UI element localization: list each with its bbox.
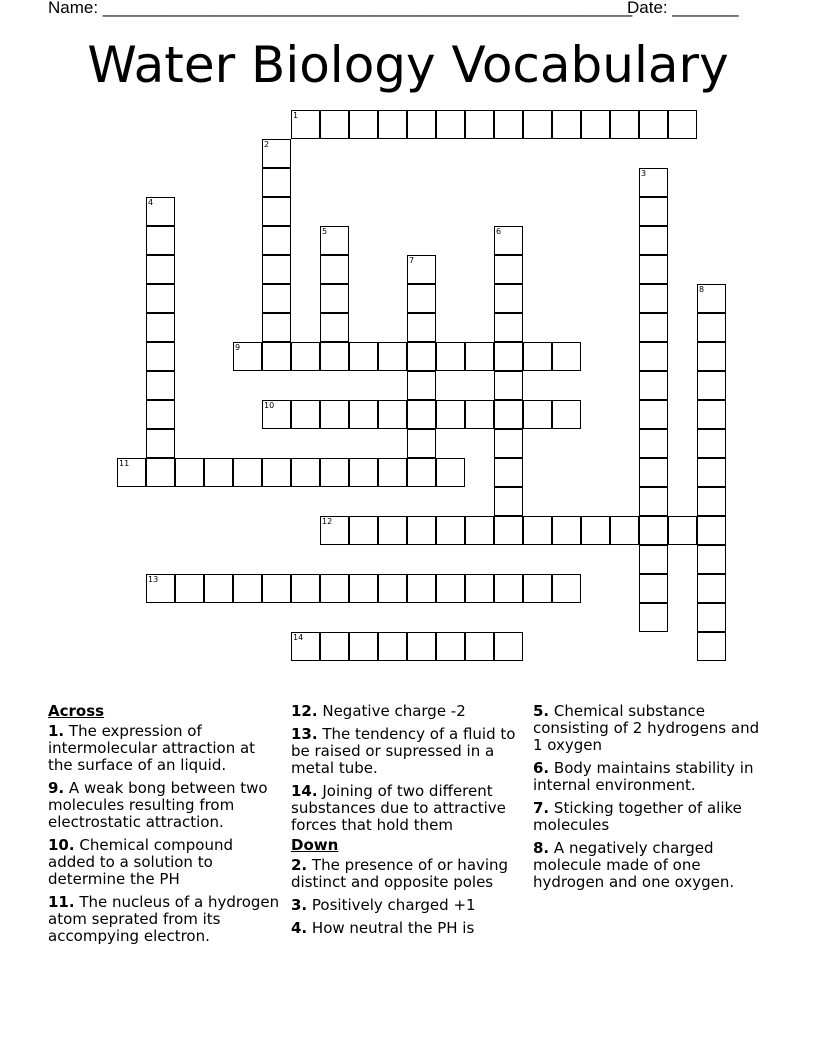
grid-cell[interactable] [407, 255, 436, 284]
grid-cell[interactable] [465, 574, 494, 603]
grid-cell[interactable] [320, 516, 349, 545]
grid-cell[interactable] [320, 226, 349, 255]
clue-number: 1. [48, 722, 65, 740]
grid-cell[interactable] [697, 429, 726, 458]
grid-cell[interactable] [407, 313, 436, 342]
clue-across-9 [48, 780, 284, 831]
grid-cell[interactable] [349, 458, 378, 487]
grid-cell[interactable] [494, 110, 523, 139]
grid-cell[interactable] [581, 516, 610, 545]
grid-cell[interactable] [465, 516, 494, 545]
cell-number: 1 [293, 111, 299, 120]
grid-cell[interactable] [291, 458, 320, 487]
clue-text: Positively charged +1 [311, 896, 476, 914]
grid-cell[interactable] [175, 574, 204, 603]
grid-cell[interactable] [204, 574, 233, 603]
grid-cell[interactable] [697, 458, 726, 487]
grid-cell[interactable] [175, 458, 204, 487]
grid-cell[interactable] [146, 197, 175, 226]
cell-number: 13 [148, 575, 159, 584]
clue-down-6 [533, 760, 769, 794]
clue-number: 9. [48, 779, 65, 797]
grid-cell[interactable] [436, 632, 465, 661]
clue-number: 5. [533, 702, 550, 720]
clue-number: 14. [291, 782, 318, 800]
grid-cell[interactable] [407, 574, 436, 603]
grid-cell[interactable] [610, 516, 639, 545]
grid-cell[interactable] [291, 574, 320, 603]
clues-column-3 [533, 701, 769, 897]
grid-cell[interactable] [552, 110, 581, 139]
grid-cell[interactable] [320, 342, 349, 371]
grid-cell[interactable] [349, 110, 378, 139]
grid-cell[interactable] [494, 400, 523, 429]
clue-text: Sticking together of alike molecules [533, 799, 742, 834]
grid-cell[interactable] [146, 255, 175, 284]
grid-cell[interactable] [639, 487, 668, 516]
grid-cell[interactable] [523, 342, 552, 371]
grid-cell[interactable] [349, 342, 378, 371]
grid-cell[interactable] [233, 458, 262, 487]
grid-cell[interactable] [262, 168, 291, 197]
grid-cell[interactable] [378, 342, 407, 371]
grid-cell[interactable] [320, 313, 349, 342]
grid-cell[interactable] [465, 632, 494, 661]
grid-cell[interactable] [697, 313, 726, 342]
grid-cell[interactable] [523, 574, 552, 603]
grid-cell[interactable] [697, 632, 726, 661]
grid-cell[interactable] [320, 110, 349, 139]
grid-cell[interactable] [639, 400, 668, 429]
cell-number: 11 [119, 459, 130, 468]
grid-cell[interactable] [291, 110, 320, 139]
clue-text: The tendency of a fluid to be raised or supressed in a metal tube. [291, 725, 516, 777]
cell-number: 12 [322, 517, 333, 526]
grid-cell[interactable] [436, 110, 465, 139]
clue-down-7 [533, 800, 769, 834]
grid-cell[interactable] [436, 574, 465, 603]
grid-cell[interactable] [320, 255, 349, 284]
clue-text: The presence of or having distinct and opposite poles [291, 856, 509, 891]
clue-across-11 [48, 894, 284, 945]
clue-text: Body maintains stability in internal environment. [533, 759, 754, 794]
grid-cell[interactable] [146, 284, 175, 313]
grid-cell[interactable] [639, 371, 668, 400]
grid-cell[interactable] [320, 284, 349, 313]
grid-cell[interactable] [262, 284, 291, 313]
grid-cell[interactable] [552, 342, 581, 371]
grid-cell[interactable] [639, 110, 668, 139]
clue-number: 2. [291, 856, 308, 874]
grid-cell[interactable] [639, 255, 668, 284]
clue-number: 11. [48, 893, 75, 911]
grid-cell[interactable] [349, 632, 378, 661]
name-field-label: Name: ________________________________________________________ [48, 0, 633, 17]
grid-cell[interactable] [697, 603, 726, 632]
clue-number: 6. [533, 759, 550, 777]
grid-cell[interactable] [494, 284, 523, 313]
clue-number: 8. [533, 839, 550, 857]
grid-cell[interactable] [639, 429, 668, 458]
grid-cell[interactable] [291, 400, 320, 429]
grid-cell[interactable] [436, 516, 465, 545]
cell-number: 5 [322, 227, 328, 236]
grid-cell[interactable] [436, 400, 465, 429]
clue-text: Chemical compound added to a solution to determine the PH [48, 836, 233, 888]
grid-cell[interactable] [523, 110, 552, 139]
grid-cell[interactable] [465, 400, 494, 429]
grid-cell[interactable] [639, 284, 668, 313]
clues-column-1 [48, 701, 284, 951]
grid-cell[interactable] [146, 226, 175, 255]
grid-cell[interactable] [320, 400, 349, 429]
clue-text: The nucleus of a hydrogen atom seprated from its accompying electron. [48, 893, 280, 945]
grid-cell[interactable] [639, 574, 668, 603]
grid-cell[interactable] [378, 110, 407, 139]
grid-cell[interactable] [291, 342, 320, 371]
grid-cell[interactable] [349, 516, 378, 545]
clue-text: The expression of intermolecular attraction at the surface of an liquid. [48, 722, 256, 774]
grid-cell[interactable] [349, 574, 378, 603]
grid-cell[interactable] [262, 458, 291, 487]
grid-cell[interactable] [552, 516, 581, 545]
grid-cell[interactable] [697, 284, 726, 313]
clues-column-2 [291, 701, 527, 943]
grid-cell[interactable] [494, 429, 523, 458]
date-field-label: Date: _______ [627, 0, 739, 17]
grid-cell[interactable] [639, 226, 668, 255]
grid-cell[interactable] [668, 516, 697, 545]
cell-number: 3 [641, 169, 647, 178]
grid-cell[interactable] [320, 574, 349, 603]
grid-cell[interactable] [697, 371, 726, 400]
clue-text: Negative charge -2 [322, 702, 466, 720]
grid-cell[interactable] [378, 574, 407, 603]
grid-cell[interactable] [407, 284, 436, 313]
clue-text: A weak bong between two molecules resulting from electrostatic attraction. [48, 779, 268, 831]
grid-cell[interactable] [204, 458, 233, 487]
grid-cell[interactable] [378, 458, 407, 487]
grid-cell[interactable] [262, 139, 291, 168]
grid-cell[interactable] [407, 342, 436, 371]
grid-cell[interactable] [610, 110, 639, 139]
grid-cell[interactable] [146, 429, 175, 458]
grid-cell[interactable] [262, 342, 291, 371]
grid-cell[interactable] [581, 110, 610, 139]
grid-cell[interactable] [146, 313, 175, 342]
grid-cell[interactable] [320, 458, 349, 487]
grid-cell[interactable] [378, 400, 407, 429]
grid-cell[interactable] [639, 603, 668, 632]
grid-cell[interactable] [320, 632, 349, 661]
grid-cell[interactable] [146, 458, 175, 487]
grid-cell[interactable] [262, 197, 291, 226]
grid-cell[interactable] [639, 458, 668, 487]
grid-cell[interactable] [639, 545, 668, 574]
grid-cell[interactable] [494, 516, 523, 545]
grid-cell[interactable] [494, 574, 523, 603]
grid-cell[interactable] [378, 632, 407, 661]
grid-cell[interactable] [378, 516, 407, 545]
grid-cell[interactable] [146, 400, 175, 429]
page-title: Water Biology Vocabulary [87, 36, 729, 94]
grid-cell[interactable] [262, 226, 291, 255]
grid-cell[interactable] [494, 371, 523, 400]
clue-number: 10. [48, 836, 75, 854]
grid-cell[interactable] [465, 110, 494, 139]
clue-number: 4. [291, 919, 308, 937]
cell-number: 9 [235, 343, 241, 352]
grid-cell[interactable] [465, 342, 494, 371]
down-heading: Down [291, 836, 339, 854]
clue-down-8 [533, 840, 769, 891]
grid-cell[interactable] [291, 632, 320, 661]
grid-cell[interactable] [233, 342, 262, 371]
grid-cell[interactable] [668, 110, 697, 139]
clue-across-13 [291, 726, 527, 777]
grid-cell[interactable] [639, 342, 668, 371]
grid-cell[interactable] [697, 400, 726, 429]
clue-text: Joining of two different substances due to attractive forces that hold them [291, 782, 506, 834]
clue-across-12 [291, 703, 527, 720]
clue-text: A negatively charged molecule made of one hydrogen and one oxygen. [533, 839, 735, 891]
grid-cell[interactable] [639, 516, 668, 545]
clue-text: How neutral the PH is [311, 919, 475, 937]
clue-across-14 [291, 783, 527, 834]
grid-cell[interactable] [639, 313, 668, 342]
grid-cell[interactable] [697, 487, 726, 516]
cell-number: 8 [699, 285, 705, 294]
clue-down-2 [291, 857, 527, 891]
cell-number: 6 [496, 227, 502, 236]
grid-cell[interactable] [494, 226, 523, 255]
grid-cell[interactable] [523, 400, 552, 429]
grid-cell[interactable] [407, 516, 436, 545]
clue-across-10 [48, 837, 284, 888]
cell-number: 7 [409, 256, 415, 265]
grid-cell[interactable] [233, 574, 262, 603]
grid-cell[interactable] [117, 458, 146, 487]
clue-down-3 [291, 897, 527, 914]
clue-down-4 [291, 920, 527, 937]
grid-cell[interactable] [494, 632, 523, 661]
grid-cell[interactable] [494, 458, 523, 487]
grid-cell[interactable] [494, 487, 523, 516]
grid-cell[interactable] [146, 371, 175, 400]
grid-cell[interactable] [639, 168, 668, 197]
grid-cell[interactable] [697, 574, 726, 603]
clue-down-5 [533, 703, 769, 754]
grid-cell[interactable] [552, 400, 581, 429]
grid-cell[interactable] [407, 458, 436, 487]
grid-cell[interactable] [436, 342, 465, 371]
grid-cell[interactable] [552, 574, 581, 603]
grid-cell[interactable] [436, 458, 465, 487]
clue-number: 7. [533, 799, 550, 817]
grid-cell[interactable] [407, 400, 436, 429]
clue-number: 13. [291, 725, 318, 743]
across-heading: Across [48, 702, 105, 720]
grid-cell[interactable] [146, 342, 175, 371]
grid-cell[interactable] [262, 400, 291, 429]
cell-number: 10 [264, 401, 275, 410]
grid-cell[interactable] [262, 313, 291, 342]
cell-number: 2 [264, 140, 270, 149]
grid-cell[interactable] [494, 255, 523, 284]
grid-cell[interactable] [407, 110, 436, 139]
grid-cell[interactable] [146, 574, 175, 603]
grid-cell[interactable] [407, 371, 436, 400]
clue-number: 12. [291, 702, 318, 720]
grid-cell[interactable] [349, 400, 378, 429]
grid-cell[interactable] [262, 255, 291, 284]
grid-cell[interactable] [407, 632, 436, 661]
cell-number: 4 [148, 198, 154, 207]
clue-text: Chemical substance consisting of 2 hydrogens and 1 oxygen [533, 702, 760, 754]
grid-cell[interactable] [697, 342, 726, 371]
grid-cell[interactable] [262, 574, 291, 603]
grid-cell[interactable] [523, 516, 552, 545]
clue-number: 3. [291, 896, 308, 914]
grid-cell[interactable] [697, 516, 726, 545]
grid-cell[interactable] [639, 197, 668, 226]
cell-number: 14 [293, 633, 304, 642]
grid-cell[interactable] [407, 429, 436, 458]
grid-cell[interactable] [697, 545, 726, 574]
grid-cell[interactable] [494, 342, 523, 371]
clue-across-1 [48, 723, 284, 774]
grid-cell[interactable] [494, 313, 523, 342]
